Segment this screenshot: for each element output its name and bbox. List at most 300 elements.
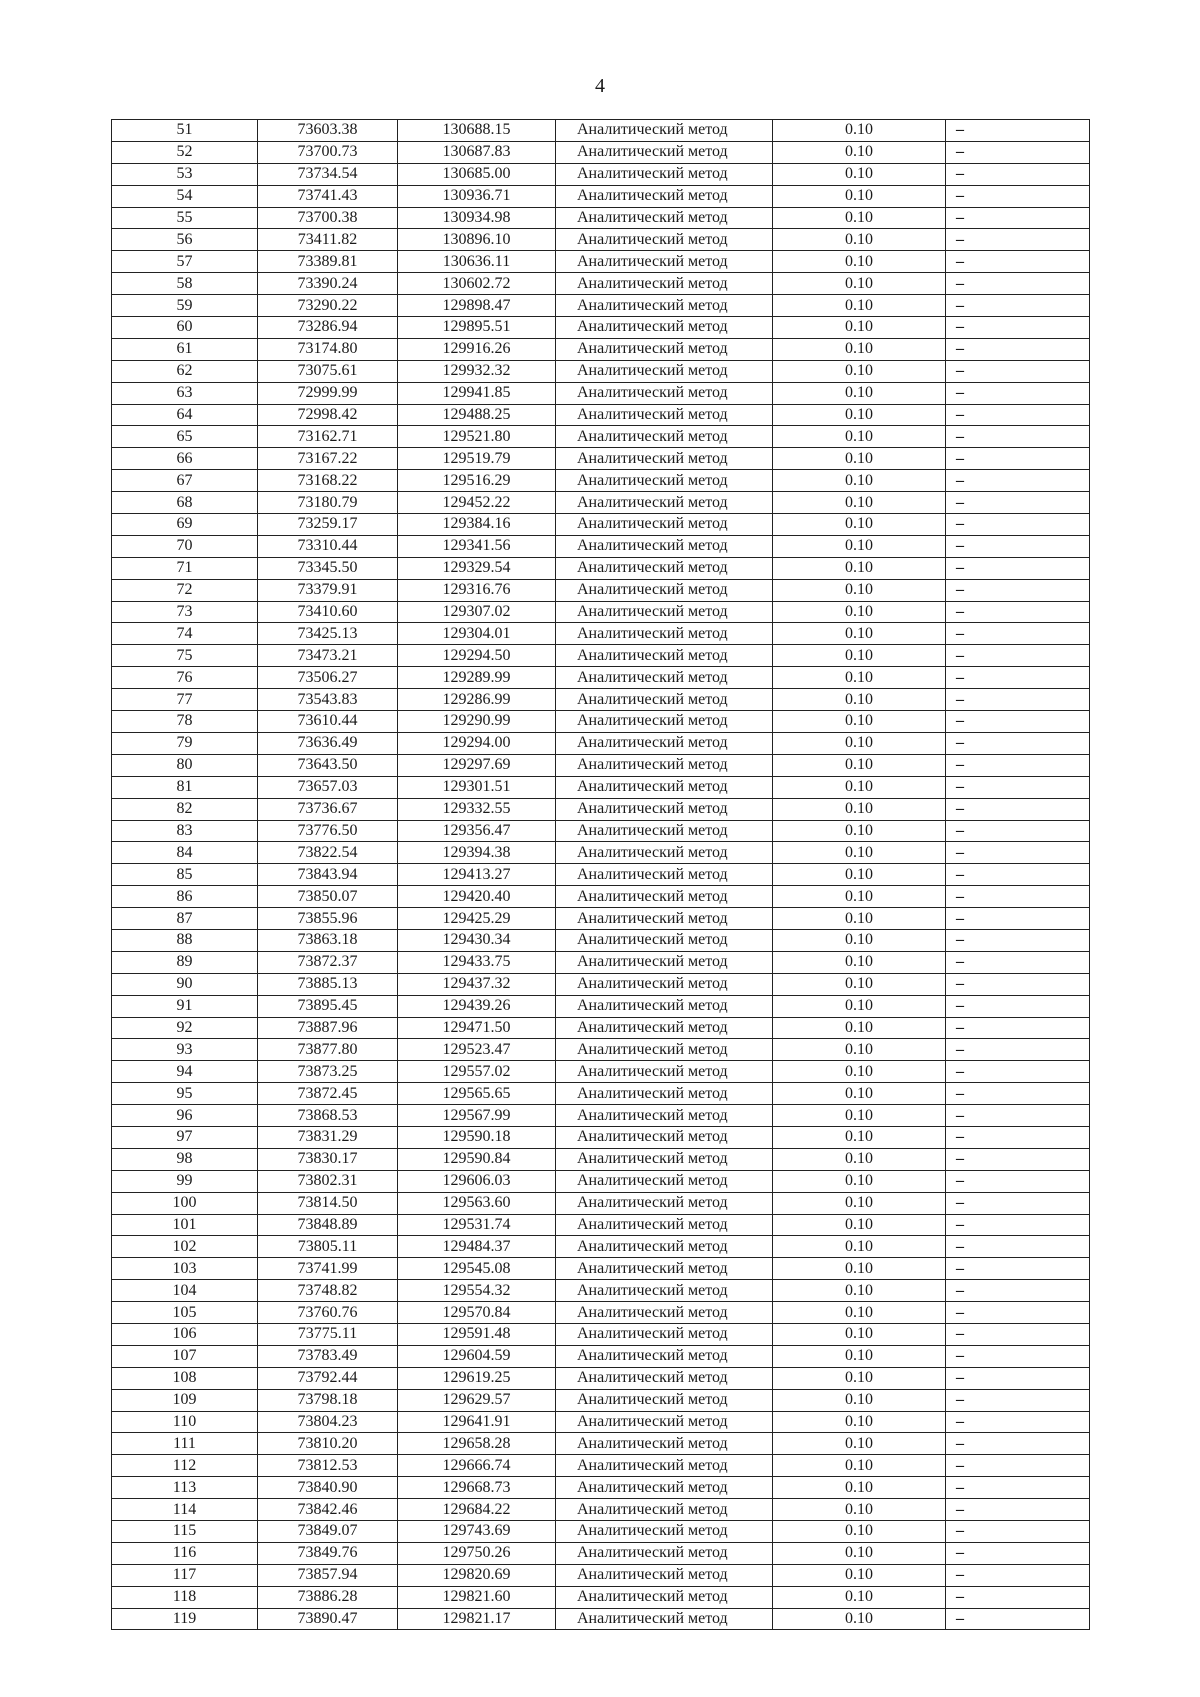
y-coordinate-cell: 129591.48 — [398, 1323, 556, 1345]
method-cell: Аналитический метод — [556, 273, 773, 295]
note-cell: – — [946, 295, 1090, 317]
table-row — [112, 886, 1090, 908]
point-number-cell: 53 — [112, 163, 258, 185]
table-row — [112, 623, 1090, 645]
note-cell: – — [946, 1542, 1090, 1564]
y-coordinate-cell: 129590.18 — [398, 1126, 556, 1148]
point-number-cell: 65 — [112, 426, 258, 448]
point-number-cell: 114 — [112, 1499, 258, 1521]
method-cell: Аналитический метод — [556, 864, 773, 886]
method-cell: Аналитический метод — [556, 1608, 773, 1630]
method-cell: Аналитический метод — [556, 1061, 773, 1083]
table-row — [112, 317, 1090, 339]
method-cell: Аналитический метод — [556, 1586, 773, 1608]
method-cell: Аналитический метод — [556, 360, 773, 382]
x-coordinate-cell: 73425.13 — [258, 623, 398, 645]
x-coordinate-cell: 73748.82 — [258, 1280, 398, 1302]
y-coordinate-cell: 130636.11 — [398, 251, 556, 273]
table-row — [112, 338, 1090, 360]
accuracy-cell: 0.10 — [773, 514, 946, 536]
x-coordinate-cell: 73610.44 — [258, 711, 398, 733]
table-row — [112, 1542, 1090, 1564]
note-cell: – — [946, 404, 1090, 426]
y-coordinate-cell: 129413.27 — [398, 864, 556, 886]
table-row — [112, 776, 1090, 798]
accuracy-cell: 0.10 — [773, 1148, 946, 1170]
x-coordinate-cell: 73174.80 — [258, 338, 398, 360]
method-cell: Аналитический метод — [556, 1499, 773, 1521]
y-coordinate-cell: 129394.38 — [398, 842, 556, 864]
method-cell: Аналитический метод — [556, 973, 773, 995]
note-cell: – — [946, 645, 1090, 667]
accuracy-cell: 0.10 — [773, 1345, 946, 1367]
note-cell: – — [946, 1061, 1090, 1083]
method-cell: Аналитический метод — [556, 842, 773, 864]
x-coordinate-cell: 73390.24 — [258, 273, 398, 295]
accuracy-cell: 0.10 — [773, 120, 946, 142]
note-cell: – — [946, 776, 1090, 798]
y-coordinate-cell: 129433.75 — [398, 951, 556, 973]
point-number-cell: 51 — [112, 120, 258, 142]
table-row — [112, 273, 1090, 295]
note-cell: – — [946, 1017, 1090, 1039]
table-row — [112, 535, 1090, 557]
point-number-cell: 86 — [112, 886, 258, 908]
method-cell: Аналитический метод — [556, 382, 773, 404]
table-row — [112, 141, 1090, 163]
accuracy-cell: 0.10 — [773, 820, 946, 842]
accuracy-cell: 0.10 — [773, 1542, 946, 1564]
y-coordinate-cell: 129619.25 — [398, 1367, 556, 1389]
accuracy-cell: 0.10 — [773, 470, 946, 492]
accuracy-cell: 0.10 — [773, 426, 946, 448]
table-row — [112, 1017, 1090, 1039]
method-cell: Аналитический метод — [556, 1148, 773, 1170]
point-number-cell: 94 — [112, 1061, 258, 1083]
accuracy-cell: 0.10 — [773, 908, 946, 930]
x-coordinate-cell: 73700.38 — [258, 207, 398, 229]
method-cell: Аналитический метод — [556, 1411, 773, 1433]
y-coordinate-cell: 129289.99 — [398, 667, 556, 689]
x-coordinate-cell: 72999.99 — [258, 382, 398, 404]
x-coordinate-cell: 73259.17 — [258, 514, 398, 536]
accuracy-cell: 0.10 — [773, 1411, 946, 1433]
note-cell: – — [946, 185, 1090, 207]
note-cell: – — [946, 207, 1090, 229]
note-cell: – — [946, 864, 1090, 886]
method-cell: Аналитический метод — [556, 1302, 773, 1324]
x-coordinate-cell: 73849.07 — [258, 1521, 398, 1543]
point-number-cell: 92 — [112, 1017, 258, 1039]
y-coordinate-cell: 130687.83 — [398, 141, 556, 163]
table-row — [112, 295, 1090, 317]
method-cell: Аналитический метод — [556, 886, 773, 908]
y-coordinate-cell: 129565.65 — [398, 1083, 556, 1105]
x-coordinate-cell: 73812.53 — [258, 1455, 398, 1477]
method-cell: Аналитический метод — [556, 448, 773, 470]
method-cell: Аналитический метод — [556, 207, 773, 229]
x-coordinate-cell: 73872.45 — [258, 1083, 398, 1105]
point-number-cell: 80 — [112, 754, 258, 776]
method-cell: Аналитический метод — [556, 470, 773, 492]
x-coordinate-cell: 73887.96 — [258, 1017, 398, 1039]
table-row — [112, 601, 1090, 623]
y-coordinate-cell: 129557.02 — [398, 1061, 556, 1083]
point-number-cell: 60 — [112, 317, 258, 339]
accuracy-cell: 0.10 — [773, 404, 946, 426]
y-coordinate-cell: 130685.00 — [398, 163, 556, 185]
page-number: 4 — [595, 75, 605, 97]
accuracy-cell: 0.10 — [773, 886, 946, 908]
table-row — [112, 1214, 1090, 1236]
table-row — [112, 1455, 1090, 1477]
y-coordinate-cell: 129307.02 — [398, 601, 556, 623]
x-coordinate-cell: 73849.76 — [258, 1542, 398, 1564]
note-cell: – — [946, 1214, 1090, 1236]
x-coordinate-cell: 73792.44 — [258, 1367, 398, 1389]
table-row — [112, 492, 1090, 514]
method-cell: Аналитический метод — [556, 1455, 773, 1477]
y-coordinate-cell: 129425.29 — [398, 908, 556, 930]
accuracy-cell: 0.10 — [773, 798, 946, 820]
table-row — [112, 842, 1090, 864]
accuracy-cell: 0.10 — [773, 1126, 946, 1148]
point-number-cell: 106 — [112, 1323, 258, 1345]
method-cell: Аналитический метод — [556, 1367, 773, 1389]
point-number-cell: 70 — [112, 535, 258, 557]
y-coordinate-cell: 129820.69 — [398, 1564, 556, 1586]
note-cell: – — [946, 1521, 1090, 1543]
x-coordinate-cell: 73603.38 — [258, 120, 398, 142]
x-coordinate-cell: 73848.89 — [258, 1214, 398, 1236]
note-cell: – — [946, 1499, 1090, 1521]
y-coordinate-cell: 129606.03 — [398, 1170, 556, 1192]
note-cell: – — [946, 514, 1090, 536]
accuracy-cell: 0.10 — [773, 1608, 946, 1630]
y-coordinate-cell: 129286.99 — [398, 689, 556, 711]
y-coordinate-cell: 129332.55 — [398, 798, 556, 820]
note-cell: – — [946, 1608, 1090, 1630]
x-coordinate-cell: 73810.20 — [258, 1433, 398, 1455]
point-number-cell: 104 — [112, 1280, 258, 1302]
method-cell: Аналитический метод — [556, 579, 773, 601]
method-cell: Аналитический метод — [556, 908, 773, 930]
y-coordinate-cell: 129750.26 — [398, 1542, 556, 1564]
accuracy-cell: 0.10 — [773, 1170, 946, 1192]
x-coordinate-cell: 73286.94 — [258, 317, 398, 339]
note-cell: – — [946, 1148, 1090, 1170]
method-cell: Аналитический метод — [556, 1323, 773, 1345]
method-cell: Аналитический метод — [556, 601, 773, 623]
method-cell: Аналитический метод — [556, 645, 773, 667]
point-number-cell: 63 — [112, 382, 258, 404]
accuracy-cell: 0.10 — [773, 645, 946, 667]
note-cell: – — [946, 732, 1090, 754]
note-cell: – — [946, 1302, 1090, 1324]
point-number-cell: 78 — [112, 711, 258, 733]
note-cell: – — [946, 120, 1090, 142]
table-row — [112, 579, 1090, 601]
accuracy-cell: 0.10 — [773, 1039, 946, 1061]
accuracy-cell: 0.10 — [773, 929, 946, 951]
y-coordinate-cell: 129941.85 — [398, 382, 556, 404]
method-cell: Аналитический метод — [556, 623, 773, 645]
table-row — [112, 1586, 1090, 1608]
table-row — [112, 667, 1090, 689]
x-coordinate-cell: 73831.29 — [258, 1126, 398, 1148]
y-coordinate-cell: 129290.99 — [398, 711, 556, 733]
accuracy-cell: 0.10 — [773, 163, 946, 185]
method-cell: Аналитический метод — [556, 1433, 773, 1455]
x-coordinate-cell: 73411.82 — [258, 229, 398, 251]
note-cell: – — [946, 1236, 1090, 1258]
note-cell: – — [946, 798, 1090, 820]
method-cell: Аналитический метод — [556, 1214, 773, 1236]
x-coordinate-cell: 73760.76 — [258, 1302, 398, 1324]
x-coordinate-cell: 73850.07 — [258, 886, 398, 908]
table-row — [112, 426, 1090, 448]
x-coordinate-cell: 73506.27 — [258, 667, 398, 689]
accuracy-cell: 0.10 — [773, 360, 946, 382]
table-row — [112, 1105, 1090, 1127]
note-cell: – — [946, 1586, 1090, 1608]
accuracy-cell: 0.10 — [773, 1521, 946, 1543]
method-cell: Аналитический метод — [556, 163, 773, 185]
point-number-cell: 73 — [112, 601, 258, 623]
y-coordinate-cell: 129684.22 — [398, 1499, 556, 1521]
method-cell: Аналитический метод — [556, 557, 773, 579]
method-cell: Аналитический метод — [556, 1039, 773, 1061]
method-cell: Аналитический метод — [556, 1105, 773, 1127]
point-number-cell: 90 — [112, 973, 258, 995]
note-cell: – — [946, 1389, 1090, 1411]
point-number-cell: 107 — [112, 1345, 258, 1367]
table-row — [112, 1323, 1090, 1345]
accuracy-cell: 0.10 — [773, 1061, 946, 1083]
table-row — [112, 1061, 1090, 1083]
table-row — [112, 514, 1090, 536]
note-cell: – — [946, 470, 1090, 492]
x-coordinate-cell: 73842.46 — [258, 1499, 398, 1521]
table-row — [112, 929, 1090, 951]
accuracy-cell: 0.10 — [773, 382, 946, 404]
note-cell: – — [946, 1083, 1090, 1105]
table-row — [112, 1477, 1090, 1499]
table-row — [112, 1389, 1090, 1411]
y-coordinate-cell: 129439.26 — [398, 995, 556, 1017]
method-cell: Аналитический метод — [556, 535, 773, 557]
x-coordinate-cell: 73543.83 — [258, 689, 398, 711]
y-coordinate-cell: 129304.01 — [398, 623, 556, 645]
point-number-cell: 103 — [112, 1258, 258, 1280]
method-cell: Аналитический метод — [556, 732, 773, 754]
x-coordinate-cell: 73885.13 — [258, 973, 398, 995]
method-cell: Аналитический метод — [556, 251, 773, 273]
y-coordinate-cell: 130602.72 — [398, 273, 556, 295]
method-cell: Аналитический метод — [556, 1389, 773, 1411]
method-cell: Аналитический метод — [556, 426, 773, 448]
point-number-cell: 52 — [112, 141, 258, 163]
method-cell: Аналитический метод — [556, 1345, 773, 1367]
table-row — [112, 645, 1090, 667]
y-coordinate-cell: 129545.08 — [398, 1258, 556, 1280]
note-cell: – — [946, 973, 1090, 995]
point-number-cell: 69 — [112, 514, 258, 536]
point-number-cell: 93 — [112, 1039, 258, 1061]
accuracy-cell: 0.10 — [773, 601, 946, 623]
y-coordinate-cell: 129531.74 — [398, 1214, 556, 1236]
note-cell: – — [946, 141, 1090, 163]
accuracy-cell: 0.10 — [773, 623, 946, 645]
table-row — [112, 1521, 1090, 1543]
x-coordinate-cell: 73830.17 — [258, 1148, 398, 1170]
method-cell: Аналитический метод — [556, 1083, 773, 1105]
note-cell: – — [946, 1411, 1090, 1433]
x-coordinate-cell: 73636.49 — [258, 732, 398, 754]
point-number-cell: 95 — [112, 1083, 258, 1105]
coordinates-table — [111, 119, 1090, 1630]
point-number-cell: 113 — [112, 1477, 258, 1499]
y-coordinate-cell: 129297.69 — [398, 754, 556, 776]
table-row — [112, 1258, 1090, 1280]
table-row — [112, 995, 1090, 1017]
note-cell: – — [946, 1564, 1090, 1586]
point-number-cell: 58 — [112, 273, 258, 295]
x-coordinate-cell: 73802.31 — [258, 1170, 398, 1192]
accuracy-cell: 0.10 — [773, 492, 946, 514]
table-row — [112, 1411, 1090, 1433]
x-coordinate-cell: 73775.11 — [258, 1323, 398, 1345]
x-coordinate-cell: 73379.91 — [258, 579, 398, 601]
method-cell: Аналитический метод — [556, 1542, 773, 1564]
y-coordinate-cell: 129567.99 — [398, 1105, 556, 1127]
table-row — [112, 448, 1090, 470]
method-cell: Аналитический метод — [556, 1192, 773, 1214]
x-coordinate-cell: 73798.18 — [258, 1389, 398, 1411]
method-cell: Аналитический метод — [556, 951, 773, 973]
y-coordinate-cell: 130688.15 — [398, 120, 556, 142]
accuracy-cell: 0.10 — [773, 732, 946, 754]
note-cell: – — [946, 1105, 1090, 1127]
accuracy-cell: 0.10 — [773, 273, 946, 295]
method-cell: Аналитический метод — [556, 1236, 773, 1258]
x-coordinate-cell: 73814.50 — [258, 1192, 398, 1214]
point-number-cell: 118 — [112, 1586, 258, 1608]
accuracy-cell: 0.10 — [773, 1455, 946, 1477]
accuracy-cell: 0.10 — [773, 667, 946, 689]
table-row — [112, 711, 1090, 733]
accuracy-cell: 0.10 — [773, 1236, 946, 1258]
point-number-cell: 64 — [112, 404, 258, 426]
note-cell: – — [946, 886, 1090, 908]
x-coordinate-cell: 73345.50 — [258, 557, 398, 579]
point-number-cell: 101 — [112, 1214, 258, 1236]
point-number-cell: 71 — [112, 557, 258, 579]
table-row — [112, 1367, 1090, 1389]
method-cell: Аналитический метод — [556, 667, 773, 689]
point-number-cell: 57 — [112, 251, 258, 273]
y-coordinate-cell: 129294.00 — [398, 732, 556, 754]
point-number-cell: 76 — [112, 667, 258, 689]
method-cell: Аналитический метод — [556, 1477, 773, 1499]
y-coordinate-cell: 129437.32 — [398, 973, 556, 995]
point-number-cell: 75 — [112, 645, 258, 667]
method-cell: Аналитический метод — [556, 492, 773, 514]
note-cell: – — [946, 1477, 1090, 1499]
table-row — [112, 973, 1090, 995]
point-number-cell: 67 — [112, 470, 258, 492]
note-cell: – — [946, 535, 1090, 557]
accuracy-cell: 0.10 — [773, 448, 946, 470]
point-number-cell: 54 — [112, 185, 258, 207]
table-row — [112, 951, 1090, 973]
x-coordinate-cell: 73895.45 — [258, 995, 398, 1017]
table-row — [112, 1148, 1090, 1170]
y-coordinate-cell: 129898.47 — [398, 295, 556, 317]
table-row — [112, 470, 1090, 492]
accuracy-cell: 0.10 — [773, 1433, 946, 1455]
table-row — [112, 1039, 1090, 1061]
accuracy-cell: 0.10 — [773, 1192, 946, 1214]
table-row — [112, 732, 1090, 754]
note-cell: – — [946, 1367, 1090, 1389]
y-coordinate-cell: 129519.79 — [398, 448, 556, 470]
x-coordinate-cell: 73857.94 — [258, 1564, 398, 1586]
table-row — [112, 163, 1090, 185]
y-coordinate-cell: 129523.47 — [398, 1039, 556, 1061]
y-coordinate-cell: 129629.57 — [398, 1389, 556, 1411]
x-coordinate-cell: 73868.53 — [258, 1105, 398, 1127]
x-coordinate-cell: 72998.42 — [258, 404, 398, 426]
x-coordinate-cell: 73822.54 — [258, 842, 398, 864]
x-coordinate-cell: 73886.28 — [258, 1586, 398, 1608]
note-cell: – — [946, 557, 1090, 579]
point-number-cell: 81 — [112, 776, 258, 798]
accuracy-cell: 0.10 — [773, 1564, 946, 1586]
method-cell: Аналитический метод — [556, 1521, 773, 1543]
x-coordinate-cell: 73741.99 — [258, 1258, 398, 1280]
note-cell: – — [946, 426, 1090, 448]
point-number-cell: 88 — [112, 929, 258, 951]
y-coordinate-cell: 129484.37 — [398, 1236, 556, 1258]
table-row — [112, 1433, 1090, 1455]
accuracy-cell: 0.10 — [773, 1017, 946, 1039]
y-coordinate-cell: 129604.59 — [398, 1345, 556, 1367]
note-cell: – — [946, 1192, 1090, 1214]
table-row — [112, 229, 1090, 251]
table-row — [112, 1302, 1090, 1324]
y-coordinate-cell: 130896.10 — [398, 229, 556, 251]
accuracy-cell: 0.10 — [773, 229, 946, 251]
accuracy-cell: 0.10 — [773, 317, 946, 339]
x-coordinate-cell: 73855.96 — [258, 908, 398, 930]
note-cell: – — [946, 448, 1090, 470]
accuracy-cell: 0.10 — [773, 579, 946, 601]
point-number-cell: 74 — [112, 623, 258, 645]
table-row — [112, 1608, 1090, 1630]
method-cell: Аналитический метод — [556, 995, 773, 1017]
method-cell: Аналитический метод — [556, 1280, 773, 1302]
accuracy-cell: 0.10 — [773, 1323, 946, 1345]
point-number-cell: 82 — [112, 798, 258, 820]
method-cell: Аналитический метод — [556, 1564, 773, 1586]
x-coordinate-cell: 73736.67 — [258, 798, 398, 820]
note-cell: – — [946, 1170, 1090, 1192]
accuracy-cell: 0.10 — [773, 1477, 946, 1499]
point-number-cell: 111 — [112, 1433, 258, 1455]
table-row — [112, 120, 1090, 142]
accuracy-cell: 0.10 — [773, 207, 946, 229]
